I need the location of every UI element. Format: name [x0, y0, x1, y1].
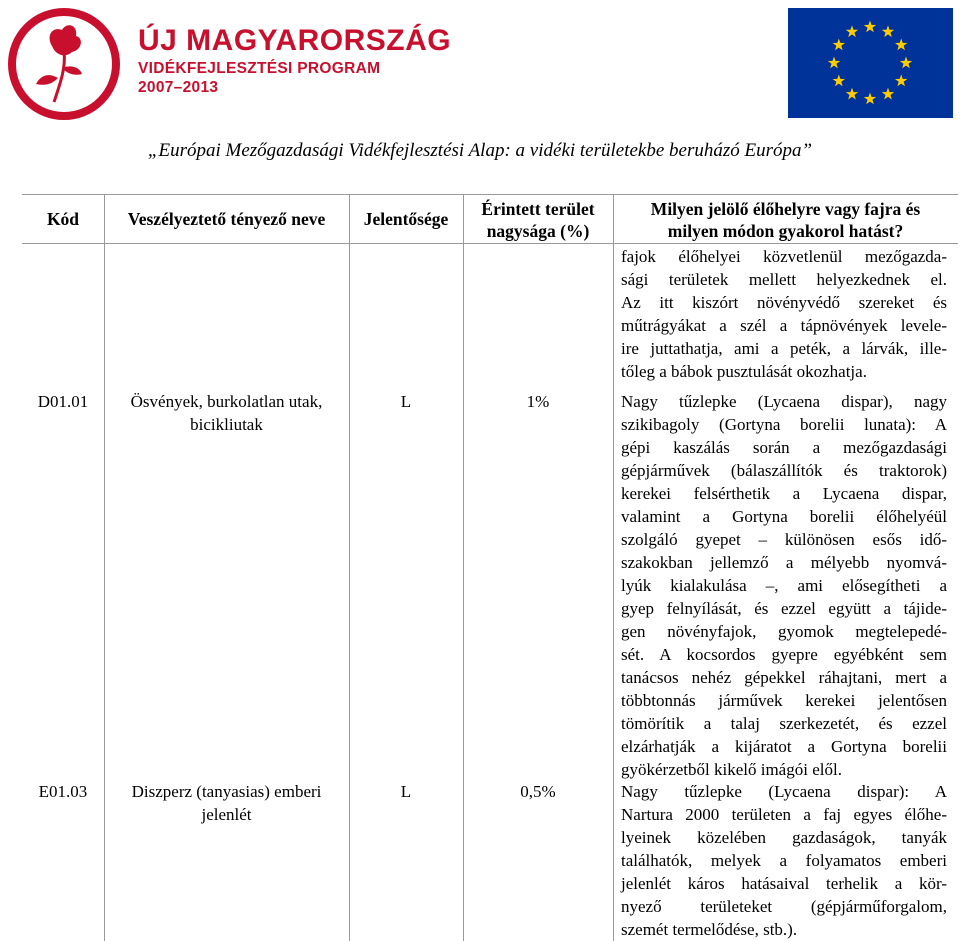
eu-star-icon — [846, 25, 858, 37]
text-line: gépjárművek (bálaszállítók és traktorok) — [621, 461, 947, 480]
eu-star-icon — [864, 21, 876, 33]
text-line: nyező területeket (gépjárműforgalom, — [621, 897, 947, 916]
row-significance: L — [400, 782, 412, 801]
text-line: ire juttathatja, ami a peték, a lárvák, ille- — [621, 339, 947, 358]
logo-title: ÚJ MAGYARORSZÁG — [138, 24, 452, 57]
eu-star-icon — [882, 88, 894, 100]
eu-star-icon — [900, 57, 912, 69]
text-line: Az itt kiszórt növényvédő szereket és — [621, 293, 947, 312]
header-area-line2: nagysága (%) — [486, 221, 590, 241]
text-line: tanácsos nehéz gépekkel ráhajtani, mert a — [621, 668, 947, 687]
column-divider — [104, 194, 105, 941]
rose-logo-icon — [6, 6, 130, 122]
row-area: 1% — [526, 392, 550, 411]
text-line: lyúk kialakulása –, ami elősegítheti a — [621, 576, 947, 595]
text-line: lyeinek közelében gazdaságok, tanyák — [621, 828, 947, 847]
column-divider — [613, 194, 614, 941]
text-line: sági területek mellett helyezkednek el. — [621, 270, 947, 289]
header-factor: Veszélyeztető tényező neve — [127, 209, 326, 229]
row-factor-name — [104, 780, 349, 826]
text-line: Nagy tűzlepke (Lycaena dispar): A — [621, 782, 947, 801]
eu-star-icon — [828, 57, 840, 69]
row-factor-name — [104, 390, 349, 436]
factor-name-line2: bicikliutak — [190, 415, 263, 434]
text-line: tömörítik a talaj szerkezetét, és ezzel — [621, 714, 947, 733]
table-top-rule — [22, 194, 958, 195]
eu-star-icon — [846, 88, 858, 100]
text-line: valamint a Gortyna borelii élőhelyéül — [621, 507, 947, 526]
factor-name-line1: Diszperz (tanyasias) emberi — [131, 782, 322, 801]
text-line: gen növényfajok, gyomok megtelepedé- — [621, 622, 947, 641]
document-subtitle: „Európai Mezőgazdasági Vidékfejlesztési Alap: a vidéki területekbe beruházó Európa” — [147, 140, 813, 161]
logo-subtitle: VIDÉKFEJLESZTÉSI PROGRAM — [138, 60, 381, 77]
eu-star-icon — [895, 75, 907, 87]
header-impact — [613, 198, 958, 242]
header-area-line1: Érintett terület — [481, 199, 595, 219]
row-area: 0,5% — [520, 782, 556, 801]
eu-stars-icon — [788, 8, 953, 118]
factor-name-line1: Ösvények, burkolatlan utak, — [130, 392, 323, 411]
text-line: gyep felnyílását, és ezzel együtt a tájide- — [621, 599, 947, 618]
eu-star-icon — [833, 75, 845, 87]
text-line: gyökérzetből kikelő imágói elől. — [621, 760, 842, 779]
row-significance: L — [400, 392, 412, 411]
column-divider — [463, 194, 464, 941]
text-line: Nagy tűzlepke (Lycaena dispar), nagy — [621, 392, 947, 411]
text-line: fajok élőhelyei közvetlenül mezőgazda- — [621, 247, 947, 266]
text-line: Nartura 2000 területen a faj egyes élőhe- — [621, 805, 947, 824]
header-significance: Jelentősége — [363, 209, 449, 229]
eu-star-icon — [864, 93, 876, 105]
text-line: szikibagoly (Gortyna borelii lunata): A — [621, 415, 947, 434]
header-code: Kód — [46, 209, 80, 229]
page-header — [0, 0, 960, 130]
eu-star-icon — [833, 39, 845, 51]
eu-star-icon — [895, 39, 907, 51]
text-line: szakokban jellemző a mélyebb nyomvá- — [621, 553, 947, 572]
continuation-text — [621, 245, 947, 383]
eu-star-icon — [882, 25, 894, 37]
text-line: sét. A kocsordos gyepre egyébként sem — [621, 645, 947, 664]
text-line: szolgáló gyepet – különösen esős idő- — [621, 530, 947, 549]
row-code: D01.01 — [37, 392, 89, 411]
text-line: jelenlét káros hatásaival terhelik a kör- — [621, 874, 947, 893]
column-divider — [349, 194, 350, 941]
row-impact — [621, 390, 947, 781]
text-line: elzárhatják a kijáratot a Gortyna borelii — [621, 737, 947, 756]
text-line: műtrágyákat a szél a tápnövények levele- — [621, 316, 947, 335]
table-header-rule — [22, 243, 958, 244]
text-line: szemét termelődése, stb.). — [621, 920, 798, 939]
header-impact-line1: Milyen jelölő élőhelyre vagy fajra és — [650, 199, 921, 219]
eu-flag-icon — [788, 8, 953, 118]
factor-name-line2: jelenlét — [201, 805, 252, 824]
header-impact-line2: milyen módon gyakorol hatást? — [667, 221, 904, 241]
logo-years: 2007–2013 — [138, 79, 219, 96]
program-logo-text — [138, 26, 451, 97]
text-line: találhatók, melyek a folyamatos emberi — [621, 851, 947, 870]
header-area — [463, 198, 613, 242]
row-impact — [621, 780, 947, 941]
text-line: kerekei felsérthetik a Lycaena dispar, — [621, 484, 947, 503]
text-line: többtonnás járművek kerekei jelentősen — [621, 691, 947, 710]
row-code: E01.03 — [38, 782, 88, 801]
text-line: gépi kaszálás során a mezőgazdasági — [621, 438, 947, 457]
text-line: tőleg a bábok pusztulását okozhatja. — [621, 362, 867, 381]
